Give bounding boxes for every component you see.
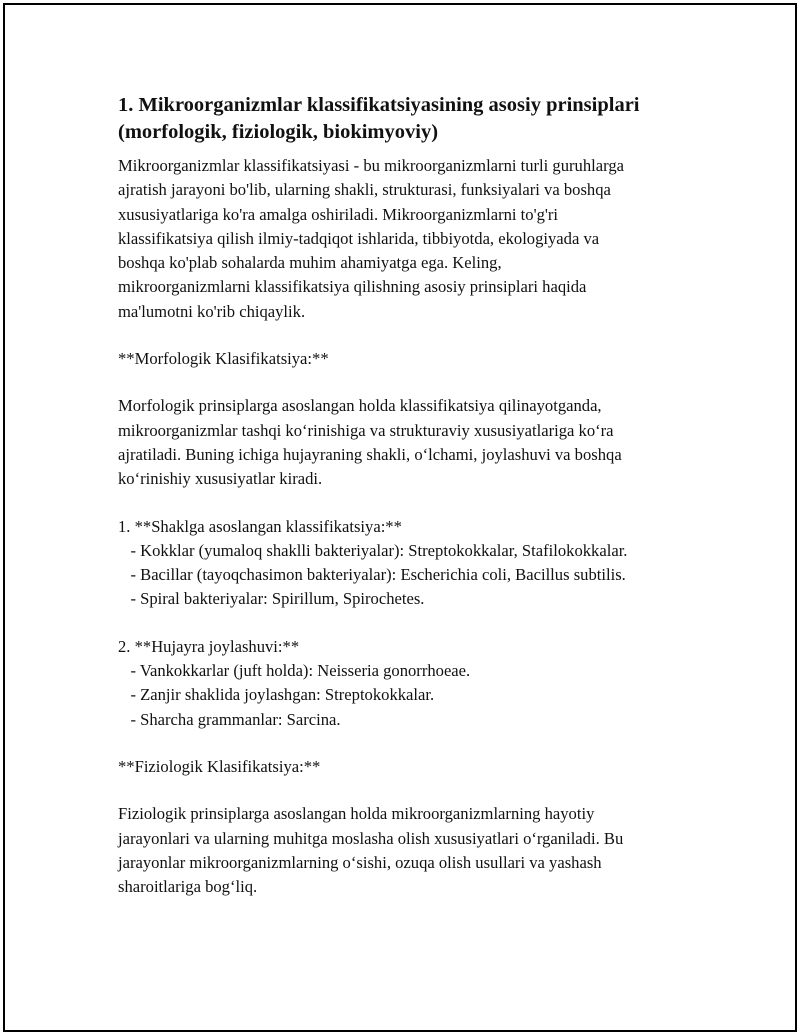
list-item: - Bacillar (tayoqchasimon bakteriyalar): Escherichia coli, Bacillus subtilis. [118,565,626,585]
list-item: - Kokklar (yumaloq shaklli bakteriyalar): Streptokokkalar, Stafilokokkalar. [118,540,628,560]
list-item: - Vankokkarlar (juft holda): Neisseria gonorrhoeae. [118,661,471,681]
shape-classification-list [118,515,718,612]
section-heading-physiological [118,755,718,779]
paragraph-line: ajratish jarayoni bo'lib, ularning shakli, strukturasi, funksiyalari va boshqa [118,180,611,200]
cell-arrangement-list [118,635,718,732]
paragraph-line: ajratiladi. Buning ichiga hujayraning shakli, o‘lchami, joylashuvi va boshqa [118,444,622,464]
list-heading: 2. **Hujayra joylashuvi:** [118,636,300,656]
list-heading: 1. **Shaklga asoslangan klassifikatsiya:** [118,516,402,536]
paragraph-line: jarayonlar mikroorganizmlarning o‘sishi, ozuqa olish usullari va yashash [118,852,602,872]
paragraph-line: Mikroorganizmlar klassifikatsiyasi - bu mikroorganizmlarni turli guruhlarga [118,156,625,175]
paragraph-line: klassifikatsiya qilish ilmiy-tadqiqot ishlarida, tibbiyotda, ekologiyada va [118,228,600,248]
heading-text: **Morfologik Klasifikatsiya:** [118,349,329,369]
intro-paragraph [118,154,718,324]
list-item: - Spiral bakteriyalar: Spirillum, Spirochetes. [118,589,425,609]
paragraph-line: sharoitlariga bog‘liq. [118,877,258,897]
paragraph-line: ma'lumotni ko'rib chiqaylik. [118,301,306,321]
paragraph-line: xususiyatlariga ko'ra amalga oshiriladi. Mikroorganizmlarni to'g'ri [118,204,558,224]
paragraph-line: boshqa ko'plab sohalarda muhim ahamiyatga ega. Keling, [118,253,502,273]
physiological-paragraph [118,802,718,899]
title-line: 1. Mikroorganizmlar klassifikatsiyasining asosiy prinsiplari [118,94,640,116]
list-item: - Zanjir shaklida joylashgan: Streptokokkalar. [118,685,435,705]
morphological-paragraph [118,394,718,491]
document-body [118,92,718,899]
paragraph-line: ko‘rinishiy xususiyatlar kiradi. [118,469,323,489]
document-title [118,92,718,146]
section-heading-morphological [118,347,718,371]
paragraph-line: mikroorganizmlarni klassifikatsiya qilishning asosiy prinsiplari haqida [118,277,587,297]
paragraph-line: Fiziologik prinsiplarga asoslangan holda mikroorganizmlarning hayotiy [118,804,595,824]
heading-text: **Fiziologik Klasifikatsiya:** [118,756,321,776]
title-line: (morfologik, fiziologik, biokimyoviy) [118,121,439,143]
paragraph-line: jarayonlari va ularning muhitga moslasha olish xususiyatlari o‘rganiladi. Bu [118,828,624,848]
paragraph-line: mikroorganizmlar tashqi ko‘rinishiga va strukturaviy xususiyatlariga ko‘ra [118,420,614,440]
paragraph-line: Morfologik prinsiplarga asoslangan holda klassifikatsiya qilinayotganda, [118,396,602,416]
list-item: - Sharcha grammanlar: Sarcina. [118,709,341,729]
